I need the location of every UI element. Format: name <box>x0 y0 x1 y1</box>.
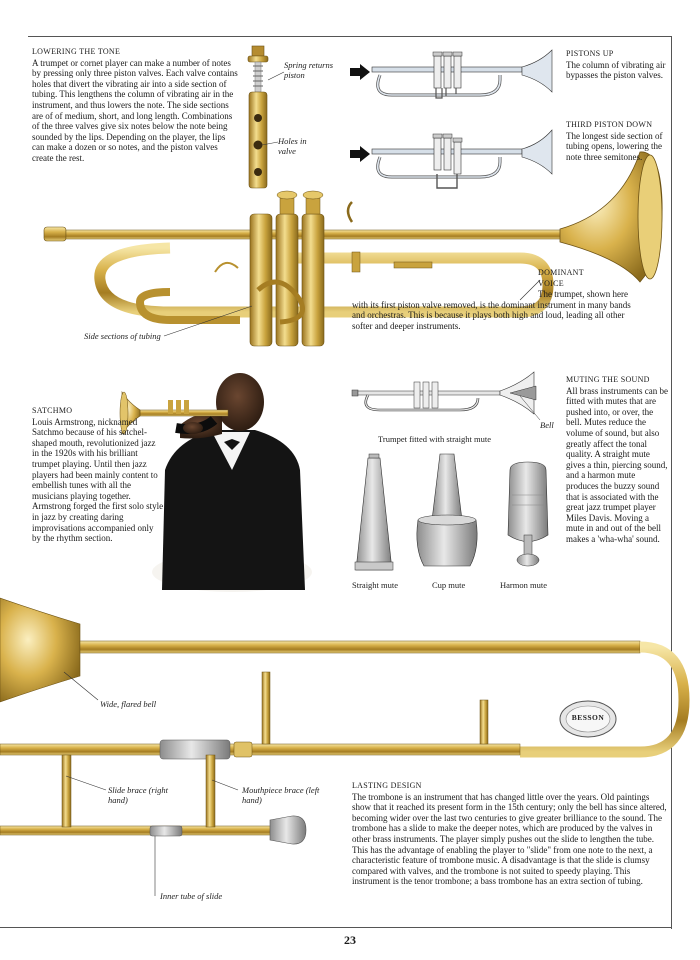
cup-mute-illustration <box>417 454 477 566</box>
slide-brace-label: Slide brace (right hand) <box>108 785 168 805</box>
third-piston-heading: THIRD PISTON DOWN <box>566 120 653 129</box>
lowering-tone-section <box>32 47 240 164</box>
dominant-heading: DOMINANT VOICE <box>538 268 584 288</box>
straight-mute-trumpet-caption: Trumpet fitted with straight mute <box>378 434 492 444</box>
third-piston-section <box>566 120 668 162</box>
besson-badge: BESSON <box>571 713 605 722</box>
harmon-mute-label: Harmon mute <box>500 580 547 590</box>
satchmo-body: Louis Armstrong, nicknamed Satchmo because of his satchel-shaped mouth, revolutionized jazz in the 1920s with his brilliant trumpet playing. Until then jazz players had been mainly content to embellish tunes with all the musicians playing together. Armstrong forged the first solo style in jazz by creating daring improvisations accompanied only by the rhythm section. <box>32 416 164 544</box>
lasting-heading: LASTING DESIGN <box>352 781 422 790</box>
pistons-up-section <box>566 49 666 81</box>
lasting-design-section <box>352 781 667 887</box>
trumpet-with-mute-illustration <box>352 372 540 420</box>
muting-heading: MUTING THE SOUND <box>566 375 650 384</box>
pistons-up-body: The column of vibrating air bypasses the piston valves. <box>566 59 666 81</box>
bell-label: Bell <box>540 420 554 430</box>
inner-tube-label: Inner tube of slide <box>160 891 223 901</box>
dominant-body: The trumpet, shown here with its first piston valve removed, is the dominant instrument in many bands and orchestras. This is because it plays both high and loud, leading all other softer and deeper instruments. <box>352 289 631 331</box>
straight-mute-illustration <box>355 454 393 570</box>
dominant-voice-section <box>352 268 642 332</box>
holes-label: Holes in valve <box>278 136 307 156</box>
satchmo-section <box>32 406 164 544</box>
satchmo-heading: SATCHMO <box>32 406 73 415</box>
lowering-heading: LOWERING THE TONE <box>32 47 121 56</box>
harmon-mute-illustration <box>508 462 548 566</box>
muting-section <box>566 375 668 545</box>
third-piston-body: The longest side section of tubing opens, lowering the note three semitones. <box>566 130 663 162</box>
mouthpiece-brace-label: Mouthpiece brace (left hand) <box>242 785 320 805</box>
side-sections-label: Side sections of tubing <box>84 331 161 341</box>
schematic-trumpet-pistons-up <box>350 50 552 98</box>
piston-valve-illustration <box>248 46 284 188</box>
muting-body: All brass instruments can be fitted with mutes that are pushed into, or over, the bell. Mutes reduce the volume of sound, but also greatly affect the tonal quality. A straight mute gives a thin, piercing sound, and a harmon mute produces the buzzy sound that is associated with the great jazz trumpet player Miles Davis. Moving a mute in and out of the bell makes a 'wha-wha' sound. <box>566 385 668 544</box>
straight-mute-label: Straight mute <box>352 580 399 590</box>
cup-mute-label: Cup mute <box>432 580 466 590</box>
page-number: 23 <box>344 933 356 947</box>
pistons-up-heading: PISTONS UP <box>566 49 614 58</box>
lowering-body: A trumpet or cornet player can make a number of notes by pressing only three piston valves. Each valve contains holes that divert the vibrating air into a side section of tubing. This lengthens the column of vibrating air in the instrument, and thus lowers the note. The side sections are of of medium, short, and long length. Combinations of the three valves give six notes below the note being sounded by the lips. Depending on the player, the lips can make a dozen or so notes, and the piston valves create the rest. <box>32 57 238 163</box>
schematic-trumpet-third-piston-down <box>350 130 552 188</box>
spring-label: Spring returns piston <box>284 60 334 80</box>
lasting-body: The trombone is an instrument that has changed little over the years. Old paintings show that it reached its present form in the 15th century; only the bell has since altered, becoming wider over the last two centuries to give greater brilliance to the sound. The trombone has a slide to make the deeper notes, which are produced by the valves in other brass instruments. The player simply pushes out the slide to lengthen the tube. This has the advantage of enabling the player to "slide" from one note to the next, a characteristic feature of trombone music. A disadvantage is that the slide is clumsy compared with valves, and the trombone is not suited to speedy playing. This instrument is the tenor trombone; a bass trombone has an extra section of tubing. <box>352 791 667 887</box>
wide-bell-label: Wide, flared bell <box>100 699 157 709</box>
